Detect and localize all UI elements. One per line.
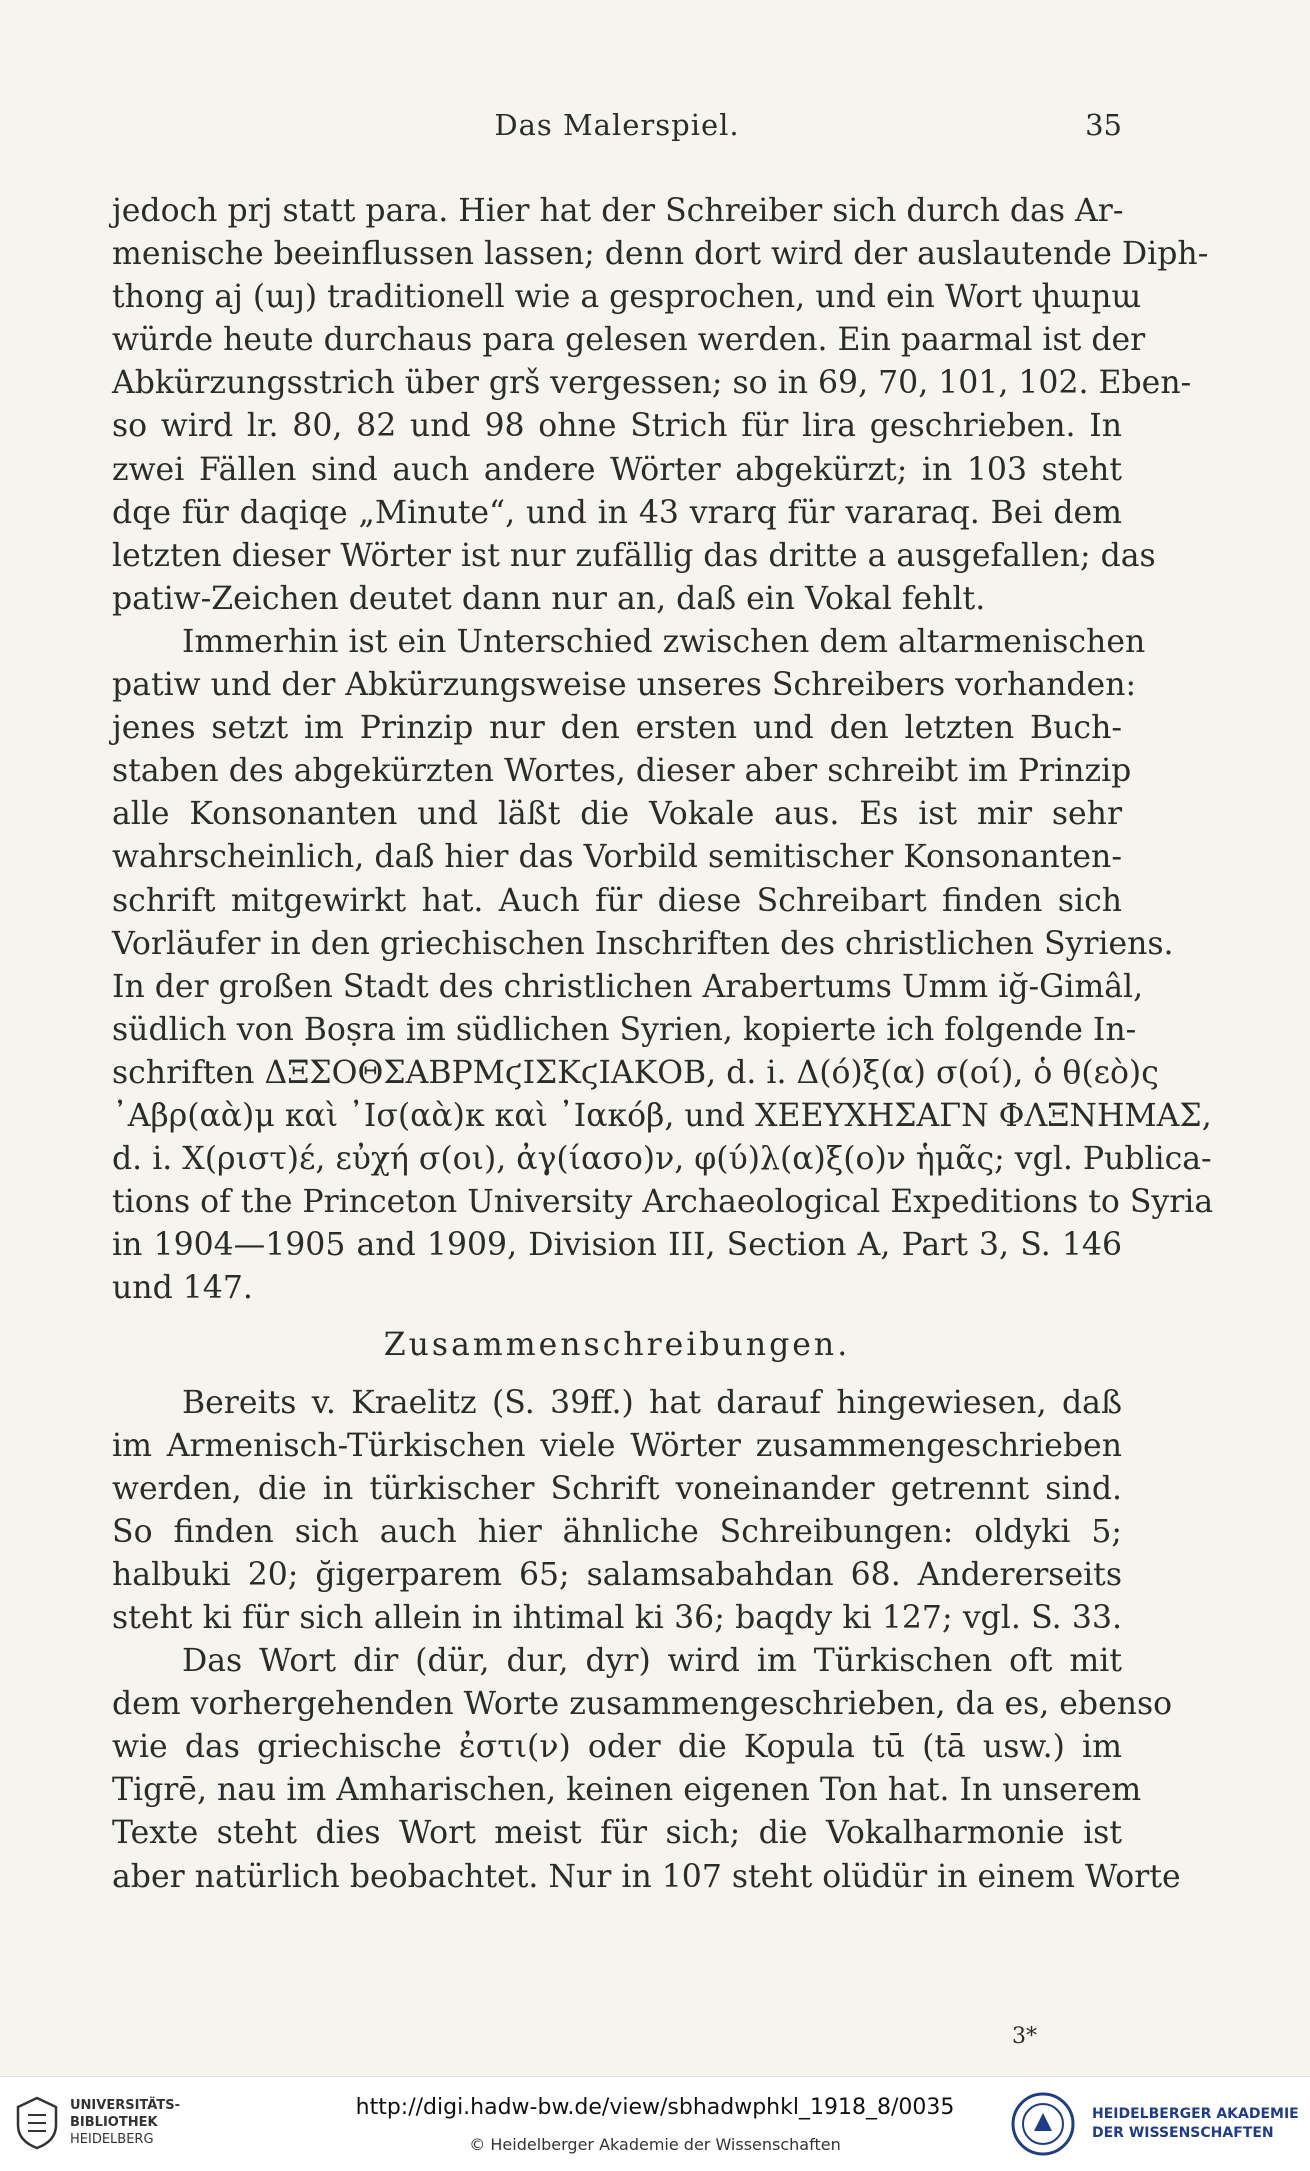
copyright-notice: © Heidelberger Akademie der Wissenschaften: [469, 2135, 841, 2154]
text-line: patiw-Zeichen deutet dann nur an, daß ein Vokal fehlt.: [112, 580, 986, 617]
text-line: tions of the Princeton University Archaeological Expeditions to Syria: [112, 1184, 1214, 1221]
viewer-footer: [0, 2076, 1310, 2171]
academy-seal-icon: [1010, 2091, 1076, 2157]
text-line: Immerhin ist ein Unterschied zwischen dem altarmenischen: [182, 623, 1146, 660]
text-line: und 147.: [112, 1270, 253, 1307]
text-line: menische beeinflussen lassen; denn dort wird der auslautende Diph-: [112, 236, 1209, 273]
text-line: halbuki 20; ğigerparem 65; salamsabahdan 68. Andererseits: [112, 1556, 1122, 1593]
text-line: wie das griechische ἐστι(ν) oder die Kopula tū (tā usw.) im: [112, 1729, 1122, 1766]
body-text: [112, 190, 1214, 1899]
library-name-line: UNIVERSITÄTS-: [70, 2098, 180, 2113]
text-line: Texte steht dies Wort meist für sich; die Vokalharmonie ist: [112, 1815, 1122, 1852]
text-line: ᾿Αβρ(αὰ)μ καὶ ᾿Ισ(αὰ)κ καὶ ᾿Ιακόβ, und ΧΕΕΥΧΗΣΑΓΝ ΦΛΞΝΗΜΑΣ,: [112, 1097, 1212, 1134]
text-line: schrift mitgewirkt hat. Auch für diese Schreibart finden sich: [112, 882, 1122, 919]
paragraph-1: [112, 190, 1209, 621]
academy-name-line: HEIDELBERGER AKADEMIE: [1092, 2106, 1299, 2122]
text-line: dem vorhergehenden Worte zusammengeschrieben, da es, ebenso: [112, 1686, 1173, 1723]
paragraph-4: [112, 1640, 1181, 1899]
text-line: Das Wort dir (dür, dur, dyr) wird im Türkischen oft mit: [182, 1643, 1122, 1680]
text-line: würde heute durchaus para gelesen werden. Ein paarmal ist der: [112, 322, 1146, 359]
paragraph-2: [112, 621, 1214, 1311]
text-line: Abkürzungsstrich über grš vergessen; so in 69, 70, 101, 102. Eben-: [112, 365, 1192, 402]
academy-name: [1092, 2105, 1299, 2143]
text-line: letzten dieser Wörter ist nur zufällig das dritte a ausgefallen; das: [112, 537, 1156, 574]
text-line: jedoch prj statt para. Hier hat der Schreiber sich durch das Ar-: [112, 193, 1124, 229]
text-line: Bereits v. Kraelitz (S. 39ff.) hat darauf hingewiesen, daß: [182, 1384, 1122, 1421]
catchword: 3*: [1012, 2024, 1037, 2049]
text-line: jenes setzt im Prinzip nur den ersten und den letzten Buch-: [112, 710, 1122, 747]
text-line: aber natürlich beobachtet. Nur in 107 steht olüdür in einem Worte: [112, 1858, 1181, 1895]
text-line: So finden sich auch hier ähnliche Schreibungen: oldyki 5;: [112, 1513, 1122, 1550]
running-head: [112, 108, 1122, 148]
text-line: Tigrē, nau im Amharischen, keinen eigenen Ton hat. In unserem: [112, 1772, 1142, 1809]
paragraph-3: [112, 1382, 1122, 1641]
text-line: staben des abgekürzten Wortes, dieser aber schreibt im Prinzip: [112, 753, 1132, 790]
text-line: In der großen Stadt des christlichen Arabertums Umm iğ-Gimâl,: [112, 968, 1144, 1005]
text-line: zwei Fällen sind auch andere Wörter abgekürzt; in 103 steht: [112, 451, 1122, 488]
text-line: südlich von Boṣra im südlichen Syrien, kopierte ich folgende In-: [112, 1011, 1137, 1048]
text-line: steht ki für sich allein in ihtimal ki 36; baqdy ki 127; vgl. S. 33.: [112, 1600, 1122, 1636]
page-number: 35: [1085, 108, 1122, 142]
text-line: in 1904—1905 and 1909, Division III, Section A, Part 3, S. 146: [112, 1227, 1122, 1264]
text-line: alle Konsonanten und läßt die Vokale aus. Es ist mir sehr: [112, 796, 1122, 833]
academy-name-line: DER WISSENSCHAFTEN: [1092, 2125, 1274, 2141]
text-line: dqe für daqiqe „Minute“, und in 43 vrarq für vararaq. Bei dem: [112, 494, 1122, 531]
library-name-line: HEIDELBERG: [70, 2132, 154, 2147]
text-line: Vorläufer in den griechischen Inschriften des christlichen Syriens.: [112, 925, 1174, 962]
text-line: wahrscheinlich, daß hier das Vorbild semitischer Konsonanten-: [112, 839, 1122, 876]
text-line: patiw und der Abkürzungsweise unseres Schreibers vorhanden:: [112, 667, 1137, 704]
text-line: d. i. Χ(ριστ)έ, εὐχή σ(οι), ἀγ(ίασο)ν, φ(ύ)λ(α)ξ(ο)ν ἡμᾶς; vgl. Publica-: [112, 1141, 1212, 1178]
permalink-url[interactable]: http://digi.hadw-bw.de/view/sbhadwphkl_1918_8/0035: [355, 2095, 955, 2120]
library-name-line: BIBLIOTHEK: [70, 2115, 158, 2130]
text-line: im Armenisch-Türkischen viele Wörter zusammengeschrieben: [112, 1427, 1122, 1464]
text-line: werden, die in türkischer Schrift voneinander getrennt sind.: [112, 1470, 1122, 1507]
text-line: schriften ΔΞΣΟΘΣΑΒΡΜϛΙΣΚϛΙΑΚΟΒ, d. i. Δ(ό)ξ(α) σ(οί), ὁ θ(εὸ)ς: [112, 1054, 1159, 1091]
text-line: thong aj (այ) traditionell wie a gesprochen, und ein Wort փարա: [112, 279, 1142, 316]
section-heading: Zusammenschreibungen.: [383, 1327, 851, 1364]
text-line: so wird lr. 80, 82 und 98 ohne Strich für lira geschrieben. In: [112, 408, 1122, 445]
running-title: Das Malerspiel.: [494, 108, 740, 142]
